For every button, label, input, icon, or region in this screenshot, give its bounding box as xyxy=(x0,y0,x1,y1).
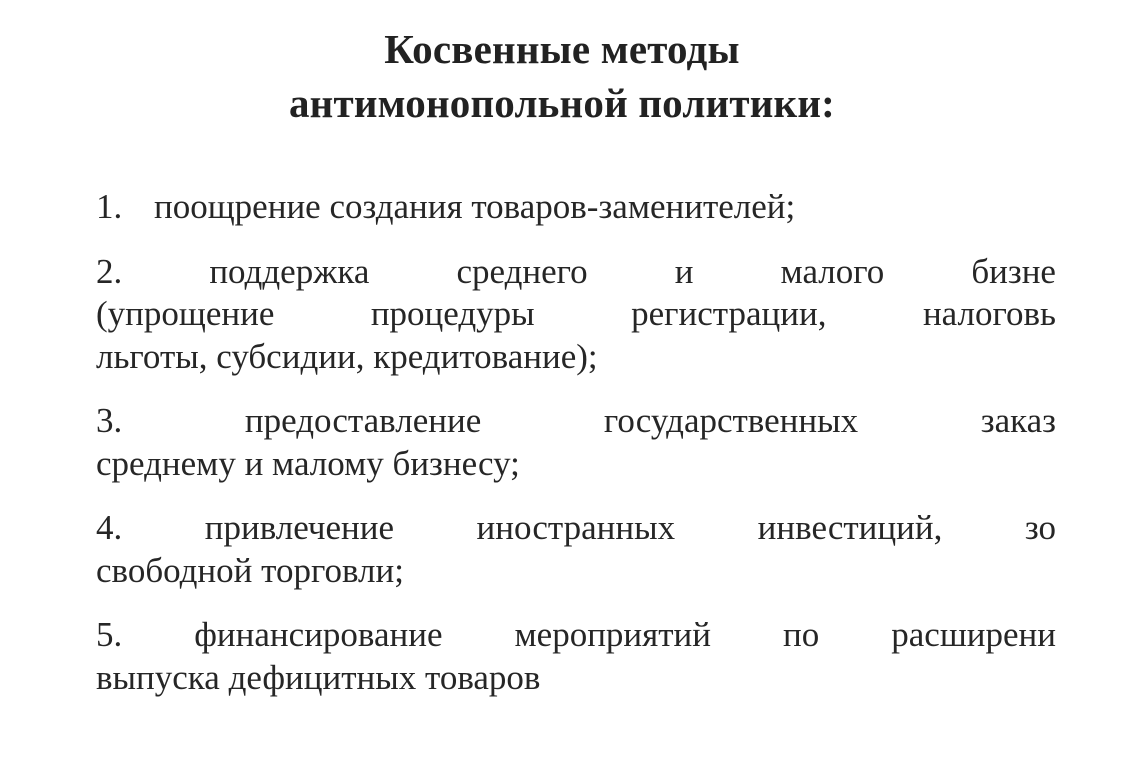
list-item-text: регистрации, xyxy=(631,294,827,333)
methods-list xyxy=(96,186,1056,699)
list-item-line xyxy=(96,550,1056,593)
list-item-text: малого xyxy=(780,251,885,291)
list-item-number: 3. xyxy=(96,401,123,440)
list-item-text: (упрощение xyxy=(96,294,275,333)
list-item-text: инвестиций, xyxy=(757,508,943,547)
list-item-text: по xyxy=(783,615,820,654)
list-item xyxy=(96,614,1056,699)
list-item-number: 1. xyxy=(96,187,123,226)
list-item-text: процедуры xyxy=(370,294,535,333)
list-item-line xyxy=(96,614,1056,657)
list-item-text: выпуска дефицитных товаров xyxy=(96,657,541,697)
list-item-text: льготы, субсидии, кредитование); xyxy=(96,336,598,376)
list-item-text: иностранных xyxy=(476,508,676,547)
list-item-text: среднего xyxy=(456,251,588,291)
list-item-text: среднему и малому бизнесу; xyxy=(96,443,520,483)
list-item xyxy=(96,507,1056,592)
list-item-text: поощрение создания товаров-заменителей; xyxy=(154,187,796,226)
list-item-text: налоговь xyxy=(922,294,1056,333)
list-item-text: и xyxy=(674,251,694,291)
list-item-number: 5. xyxy=(96,615,123,654)
list-item-line xyxy=(96,336,1056,379)
list-item-number: 4. xyxy=(96,508,123,547)
list-item-line xyxy=(96,293,1056,336)
list-item-text: расширени xyxy=(891,615,1056,654)
list-item-text: финансирование xyxy=(194,615,443,654)
list-item-text: зо xyxy=(1024,508,1056,547)
list-item-text: заказ xyxy=(980,401,1056,440)
list-item-text: предоставление xyxy=(244,401,482,440)
list-item xyxy=(96,400,1056,485)
slide-title xyxy=(0,22,1124,130)
list-item-line xyxy=(96,400,1056,443)
list-item-line xyxy=(96,186,1056,229)
list-item-text: свободной торговли; xyxy=(96,550,404,590)
list-item-text: мероприятий xyxy=(514,615,712,654)
list-item-line xyxy=(96,507,1056,550)
list-item-text: поддержка xyxy=(209,251,370,291)
list-item xyxy=(96,186,1056,229)
list-item xyxy=(96,251,1056,379)
list-item-text: бизне xyxy=(971,251,1056,291)
list-item-line xyxy=(96,251,1056,294)
list-item-line xyxy=(96,657,1056,700)
list-item-text: привлечение xyxy=(204,508,395,547)
slide-title-line-1: Косвенные методы xyxy=(384,26,740,72)
list-item-number: 2. xyxy=(96,251,123,291)
list-item-text: государственных xyxy=(603,401,859,440)
list-item-line xyxy=(96,443,1056,486)
slide-title-line-2: антимонопольной политики: xyxy=(288,80,836,126)
